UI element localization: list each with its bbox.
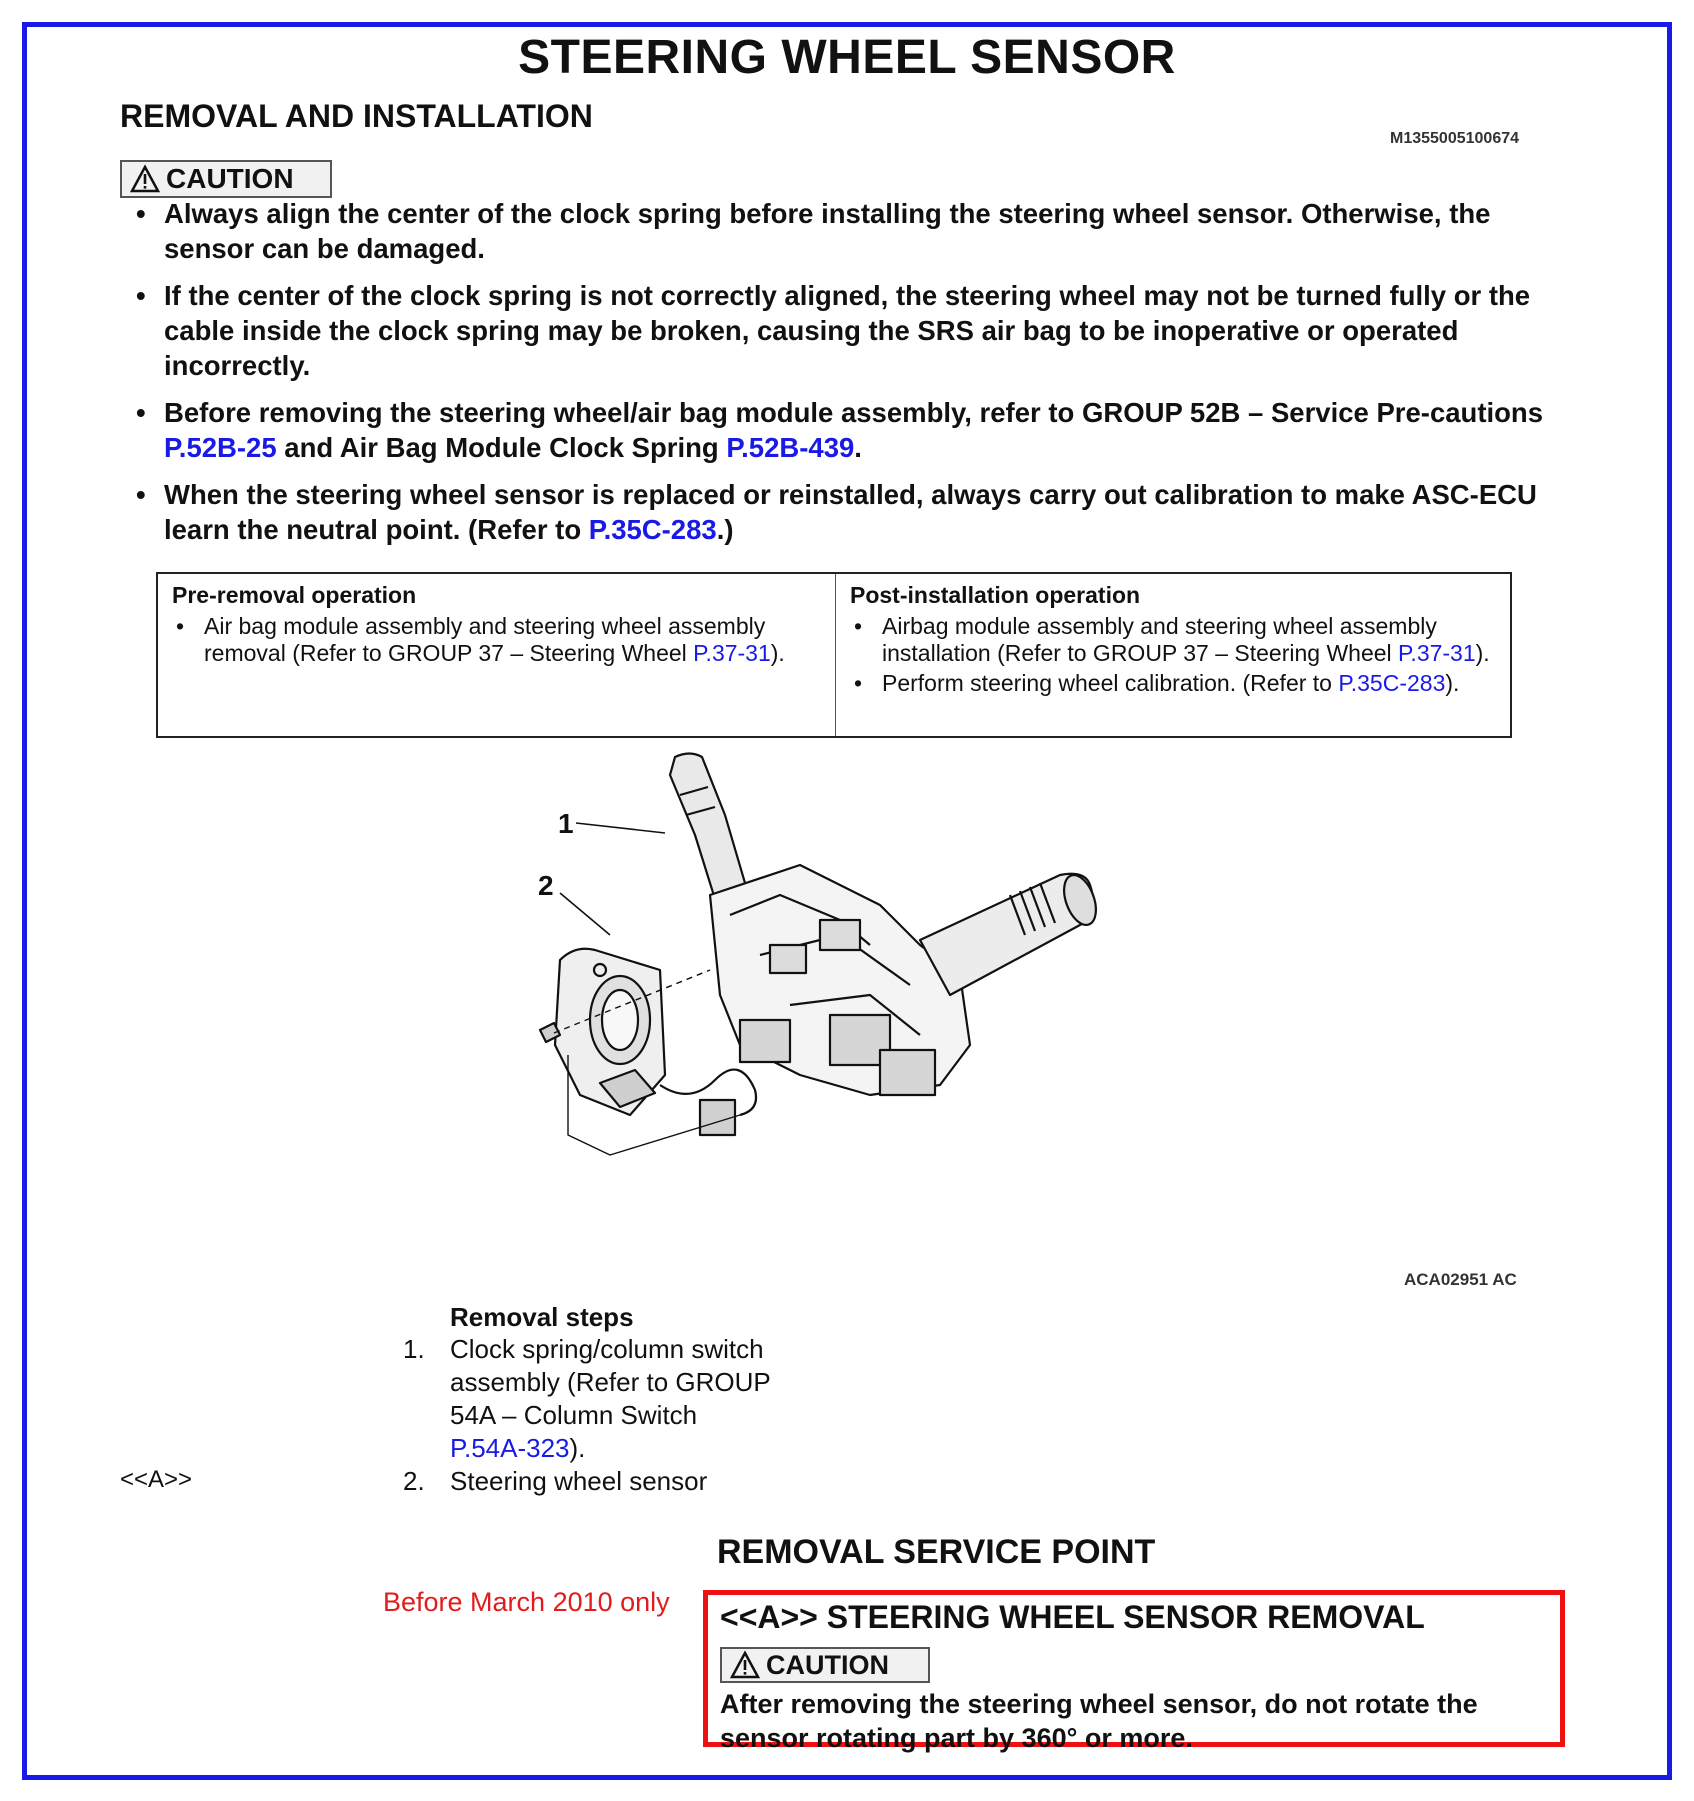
caution-item: • Before removing the steering wheel/air bag module assembly, refer to GROUP 52B – Service Pre-cautions P.52B-25 and Air Bag Module Clock Spring P.52B-439. xyxy=(132,395,1552,465)
link-p54a-323[interactable]: P.54A-323 xyxy=(450,1433,570,1463)
steering-sensor-diagram xyxy=(540,745,1220,1285)
caution-badge xyxy=(720,1647,930,1683)
removal-steps-header: Removal steps xyxy=(450,1302,634,1332)
pre-removal-header: Pre-removal operation xyxy=(172,582,417,608)
removal-service-point-header: REMOVAL SERVICE POINT xyxy=(717,1533,1156,1571)
warning-triangle-icon xyxy=(730,1651,760,1679)
caution-item: • When the steering wheel sensor is replaced or reinstalled, always carry out calibration to make ASC-ECU learn the neutral point. (Refer to P.35C-283.) xyxy=(132,477,1552,547)
date-note: Before March 2010 only xyxy=(383,1587,670,1617)
post-installation-column xyxy=(836,574,1510,736)
caution-item: • If the center of the clock spring is not correctly aligned, the steering wheel may not be turned fully or the cable inside the clock spring may be broken, causing the SRS air bag to be inoperative or operated incorrectly. xyxy=(132,278,1552,383)
link-p37-31[interactable]: P.37-31 xyxy=(1398,640,1476,666)
callout-1: 1 xyxy=(558,808,574,839)
link-p35c-283[interactable]: P.35C-283 xyxy=(588,514,717,545)
service-box-header: <<A>> STEERING WHEEL SENSOR REMOVAL xyxy=(720,1599,1425,1635)
service-caution-text: After removing the steering wheel sensor, do not rotate the sensor rotating part by 360° or more. xyxy=(720,1689,1478,1753)
pre-removal-column xyxy=(158,574,836,736)
post-installation-item: • Perform steering wheel calibration. (Refer to P.35C-283). xyxy=(850,670,1496,697)
post-installation-header: Post-installation operation xyxy=(850,582,1141,608)
step-1-number: 1. xyxy=(403,1334,425,1364)
step-2-number: 2. xyxy=(403,1466,425,1496)
caution-label: CAUTION xyxy=(766,1649,889,1680)
link-p52b-25[interactable]: P.52B-25 xyxy=(164,432,277,463)
callout-2: 2 xyxy=(538,870,554,901)
link-p37-31[interactable]: P.37-31 xyxy=(693,640,771,666)
link-p52b-439[interactable]: P.52B-439 xyxy=(726,432,855,463)
highlighted-service-box xyxy=(703,1590,1565,1753)
caution-list xyxy=(132,196,1552,559)
figure-id: ACA02951 AC xyxy=(1404,1270,1517,1289)
section-subtitle: REMOVAL AND INSTALLATION xyxy=(120,98,593,134)
page-title: STEERING WHEEL SENSOR xyxy=(518,31,1176,84)
service-point-marker: <<A>> xyxy=(120,1466,193,1493)
post-installation-item: • Airbag module assembly and steering wheel assembly installation (Refer to GROUP 37 – Steering Wheel P.37-31). xyxy=(850,613,1496,667)
pre-removal-item: • Air bag module assembly and steering wheel assembly removal (Refer to GROUP 37 – Steering Wheel P.37-31). xyxy=(172,613,821,667)
link-p35c-283[interactable]: P.35C-283 xyxy=(1338,670,1446,696)
document-id: M1355005100674 xyxy=(1390,130,1520,147)
step-2-text: Steering wheel sensor xyxy=(450,1466,708,1496)
operations-table xyxy=(156,572,1512,738)
caution-item: • Always align the center of the clock spring before installing the steering wheel sensor. Otherwise, the sensor can be damaged. xyxy=(132,196,1552,266)
step-1-text: Clock spring/column switch assembly (Refer to GROUP 54A – Column Switch P.54A-323). xyxy=(450,1334,771,1463)
warning-triangle-icon xyxy=(130,165,160,193)
caution-badge xyxy=(120,160,332,198)
caution-label: CAUTION xyxy=(166,163,294,194)
